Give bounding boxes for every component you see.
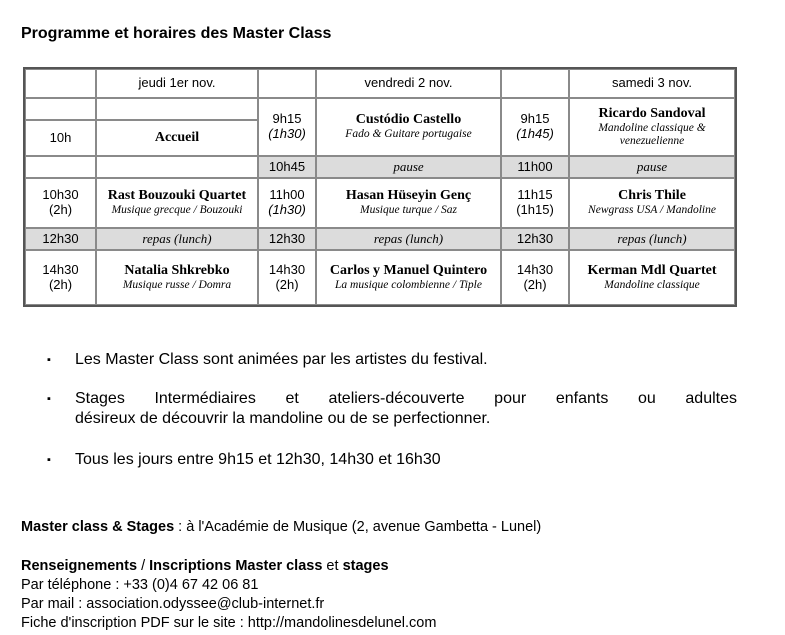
vendredi-slot3-duration: (2h) bbox=[275, 276, 299, 292]
samedi-slot3-time: 14h30 bbox=[516, 261, 554, 277]
contact-mail: Par mail : association.odyssee@club-internet.fr bbox=[21, 596, 325, 612]
contact-phone: Par téléphone : +33 (0)4 67 42 06 81 bbox=[21, 577, 259, 593]
spacer-cell bbox=[96, 98, 258, 120]
contact-heading-d: et bbox=[322, 558, 343, 574]
jeudi-slot3-name: Natalia Shkrebko bbox=[124, 262, 230, 278]
spacer-cell bbox=[25, 156, 96, 178]
bullet-word: Stages bbox=[75, 390, 125, 407]
jeudi-slot2-time-cell bbox=[25, 178, 96, 228]
schedule-table bbox=[23, 67, 737, 307]
vendredi-lunch-time: 12h30 bbox=[258, 228, 316, 250]
bullet-item bbox=[47, 350, 737, 370]
vendredi-pause-time: 10h45 bbox=[258, 156, 316, 178]
samedi-lunch-label: repas (lunch) bbox=[569, 228, 735, 250]
jeudi-slot1-time: 10h bbox=[25, 120, 96, 156]
header-empty-cell bbox=[501, 69, 569, 98]
samedi-lunch-time: 12h30 bbox=[501, 228, 569, 250]
samedi-slot3-time-cell bbox=[501, 250, 569, 305]
contact-heading-c: Inscriptions Master class bbox=[149, 558, 323, 574]
contact-heading bbox=[21, 557, 436, 576]
vendredi-slot1-cell bbox=[316, 98, 501, 156]
samedi-slot1-time-cell bbox=[501, 98, 569, 156]
samedi-slot3-name: Kerman Mdl Quartet bbox=[587, 262, 717, 278]
info-bullet-list bbox=[47, 350, 737, 470]
jeudi-slot3-time: 14h30 bbox=[42, 261, 79, 277]
vendredi-slot2-subtitle: Musique turque / Saz bbox=[360, 204, 457, 217]
bullet-marker: ▪ bbox=[47, 454, 51, 466]
vendredi-slot1-time: 9h15 bbox=[272, 111, 302, 127]
contact-heading-a: Renseignements bbox=[21, 558, 138, 574]
samedi-slot3-duration: (2h) bbox=[523, 276, 547, 292]
jeudi-slot2-name: Rast Bouzouki Quartet bbox=[107, 188, 247, 204]
vendredi-slot2-name: Hasan Hüseyin Genç bbox=[345, 188, 472, 204]
location-text: : à l'Académie de Musique (2, avenue Gambetta - Lunel) bbox=[174, 519, 542, 535]
spacer-cell bbox=[96, 156, 258, 178]
bullet-word: et bbox=[285, 390, 299, 407]
vendredi-slot1-duration: (1h30) bbox=[268, 126, 306, 141]
vendredi-slot1-name: Custódio Castello bbox=[355, 112, 462, 128]
jeudi-slot2-subtitle: Musique grecque / Bouzouki bbox=[111, 204, 243, 217]
samedi-slot2-duration: (1h15) bbox=[516, 202, 554, 217]
jeudi-slot3-cell bbox=[96, 250, 258, 305]
samedi-slot3-cell bbox=[569, 250, 735, 305]
samedi-slot2-cell bbox=[569, 178, 735, 228]
bullet-item bbox=[47, 450, 737, 470]
samedi-slot1-cell bbox=[569, 98, 735, 156]
vendredi-slot3-name: Carlos y Manuel Quintero bbox=[329, 262, 488, 278]
header-empty-cell bbox=[258, 69, 316, 98]
vendredi-slot1-time-cell bbox=[258, 98, 316, 156]
samedi-slot2-name: Chris Thile bbox=[618, 188, 686, 204]
location-line bbox=[21, 518, 541, 537]
bullet-word: ou bbox=[637, 390, 656, 407]
bullet-item bbox=[47, 389, 737, 429]
samedi-slot1-subtitle-line1: Mandoline classique & bbox=[598, 121, 706, 134]
bullet-word: ateliers-découverte bbox=[328, 390, 465, 407]
bullet-word: enfants bbox=[555, 390, 609, 407]
jeudi-slot2-duration: (2h) bbox=[48, 202, 73, 217]
vendredi-slot3-cell bbox=[316, 250, 501, 305]
samedi-slot1-name: Ricardo Sandoval bbox=[598, 105, 706, 121]
samedi-slot2-subtitle: Newgrass USA / Mandoline bbox=[588, 204, 716, 217]
vendredi-lunch-label: repas (lunch) bbox=[316, 228, 501, 250]
samedi-slot1-time: 9h15 bbox=[520, 111, 550, 127]
header-empty-cell bbox=[25, 69, 96, 98]
day-header-samedi: samedi 3 nov. bbox=[569, 69, 735, 98]
jeudi-slot3-time-cell bbox=[25, 250, 96, 305]
page-title: Programme et horaires des Master Class bbox=[21, 25, 332, 42]
day-header-jeudi: jeudi 1er nov. bbox=[96, 69, 258, 98]
bullet-text: Les Master Class sont animées par les artistes du festival. bbox=[75, 351, 488, 368]
samedi-pause-time: 11h00 bbox=[501, 156, 569, 178]
samedi-pause-label: pause bbox=[569, 156, 735, 178]
bullet-marker: ▪ bbox=[47, 354, 51, 366]
jeudi-lunch-time: 12h30 bbox=[25, 228, 96, 250]
samedi-slot1-duration: (1h45) bbox=[516, 126, 554, 141]
day-header-vendredi: vendredi 2 nov. bbox=[316, 69, 501, 98]
location-label: Master class & Stages bbox=[21, 519, 175, 535]
vendredi-pause-label: pause bbox=[316, 156, 501, 178]
jeudi-slot3-subtitle: Musique russe / Domra bbox=[122, 278, 232, 291]
contact-heading-b: / bbox=[137, 558, 150, 574]
jeudi-lunch-label: repas (lunch) bbox=[96, 228, 258, 250]
vendredi-slot3-time-cell bbox=[258, 250, 316, 305]
bullet-marker: ▪ bbox=[47, 393, 51, 405]
bullet-word: pour bbox=[494, 390, 527, 407]
vendredi-slot2-cell bbox=[316, 178, 501, 228]
jeudi-slot1-name: Accueil bbox=[96, 120, 258, 156]
samedi-slot2-time: 11h15 bbox=[517, 187, 553, 203]
contact-block bbox=[21, 557, 436, 633]
samedi-slot2-time-cell bbox=[501, 178, 569, 228]
vendredi-slot2-duration: (1h30) bbox=[268, 202, 306, 217]
bullet-word: Intermédiaires bbox=[154, 390, 256, 407]
contact-heading-e: stages bbox=[342, 558, 389, 574]
jeudi-slot3-duration: (2h) bbox=[48, 276, 73, 292]
samedi-slot1-subtitle-line2: venezuelienne bbox=[619, 135, 685, 148]
bullet-word: adultes bbox=[685, 390, 737, 407]
vendredi-slot3-time: 14h30 bbox=[268, 261, 306, 277]
vendredi-slot3-subtitle: La musique colombienne / Tiple bbox=[335, 278, 482, 291]
samedi-slot3-subtitle: Mandoline classique bbox=[604, 278, 700, 291]
vendredi-slot2-time-cell bbox=[258, 178, 316, 228]
contact-pdf: Fiche d'inscription PDF sur le site : http://mandolinesdelunel.com bbox=[21, 615, 437, 631]
bullet-text-line1 bbox=[75, 389, 737, 409]
vendredi-slot2-time: 11h00 bbox=[269, 187, 305, 203]
vendredi-slot1-subtitle: Fado & Guitare portugaise bbox=[345, 128, 472, 141]
jeudi-slot2-time: 10h30 bbox=[42, 187, 79, 203]
spacer-cell bbox=[25, 98, 96, 120]
bullet-text-line2: désireux de découvrir la mandoline ou de se perfectionner. bbox=[75, 410, 491, 427]
jeudi-slot2-cell bbox=[96, 178, 258, 228]
bullet-text: Tous les jours entre 9h15 et 12h30, 14h30 et 16h30 bbox=[75, 451, 441, 468]
